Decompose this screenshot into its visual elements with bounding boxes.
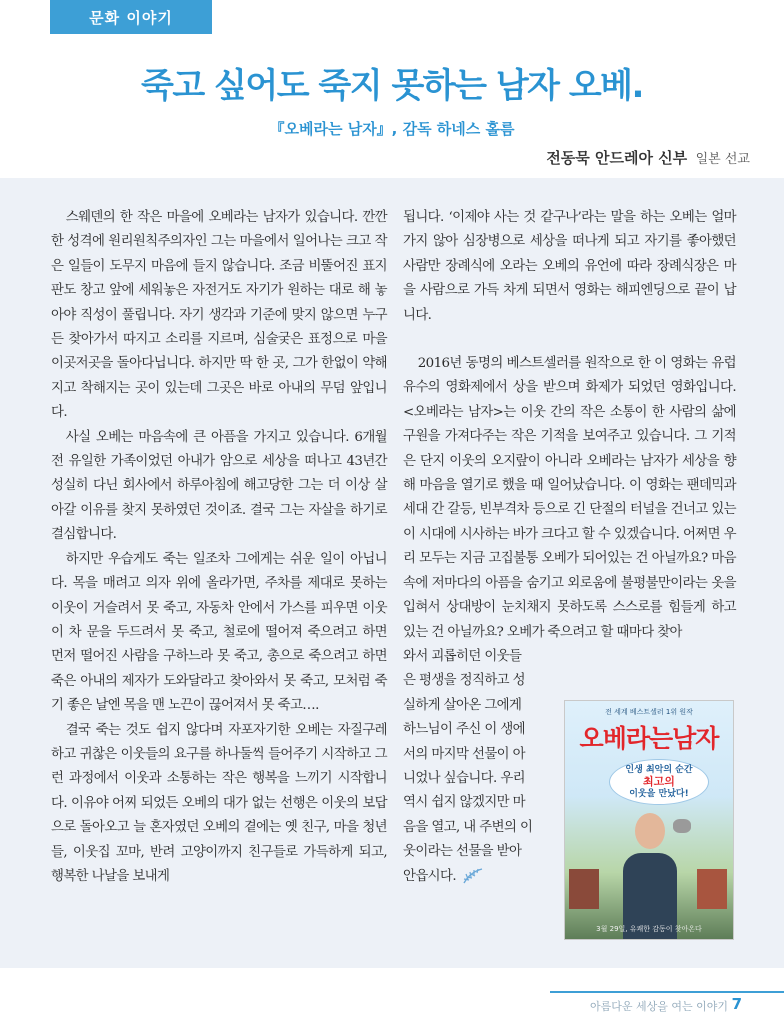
leaf-ornament-icon [462, 868, 484, 884]
closing-text: 안읍시다. [403, 868, 456, 884]
author-role: 일본 선교 [695, 152, 750, 167]
poster-top-caption: 전 세계 베스트셀러 1위 원작 [605, 708, 693, 716]
poster-tagline [609, 764, 709, 800]
text-line: 하느님이 주신 이 생에 [403, 722, 525, 738]
movie-poster [564, 700, 734, 940]
footer-magazine-name: 아름다운 세상을 여는 이야기 [589, 1000, 728, 1013]
poster-house [569, 869, 599, 909]
text-line [403, 865, 549, 889]
article-title: 죽고 싶어도 죽지 못하는 남자 오베. [141, 66, 643, 106]
poster-tagline-line: 인생 최악의 순간 [625, 765, 693, 775]
poster-tagline-line: 이웃을 만났다! [629, 789, 689, 799]
left-column [51, 206, 387, 889]
author-byline [546, 147, 750, 168]
page-number: 7 [731, 995, 742, 1013]
text-line: 음을 열고, 내 주변의 이 [403, 819, 533, 835]
text-line: 실하게 살아온 그에게 [403, 697, 522, 713]
text-line: 웃이라는 선물을 받아 [403, 844, 522, 860]
poster-bottom-caption: 3월 29일, 유쾌한 감동이 찾아온다 [596, 925, 702, 933]
text-line: 역시 쉽지 않겠지만 마 [403, 795, 525, 811]
paragraph: 스웨덴의 한 작은 마을에 오베라는 남자가 있습니다. 깐깐한 성격에 원리원칙주의자인 그는 마을에서 일어나는 크고 작은 일들이 도무지 마음에 들지 않습니다. 조금 비뚤어진 표지판도 창고 앞에 세워놓은 자전거도 자기가 원하는 대로 해 놓아야 직성이 풀립니다. 자기 생각과 기준에 맞지 않으면 누구든 찾아가서 따지고 소리를 지르며, 심술궂은 표정으로 마을 이곳저곳을 돌아다닙니다. 하지만 딱 한 곳, 그가 한없이 약해지고 착해지는 곳이 있는데 그곳은 바로 아내의 무덤 앞입니다. [51, 210, 387, 421]
poster-cat [673, 819, 691, 833]
poster-house [697, 869, 727, 909]
text-line: 서의 마지막 선물이 아 [403, 746, 525, 762]
wrapped-paragraph [403, 645, 549, 889]
paragraph: 됩니다. ‘이제야 사는 것 같구나’라는 말을 하는 오베는 얼마 가지 않아 심장병으로 세상을 떠나게 되고 자기를 좋아했던 사람만 장례식에 오라는 오베의 유언에 따라 장례식장은 마을 사람으로 가득 차게 되면서 영화는 해피엔딩으로 끝이 납니다. [403, 210, 736, 323]
poster-title: 오베라는남자 [579, 724, 719, 753]
text-line: 은 평생을 정직하고 성 [403, 673, 525, 689]
text-line: 니었나 싶습니다. 우리 [403, 770, 525, 786]
paragraph: 하지만 우습게도 죽는 일조차 그에게는 쉬운 일이 아닙니다. 목을 매려고 의자 위에 올라가면, 주차를 제대로 못하는 이웃이 거슬려서 못 죽고, 자동차 안에서 가스를 피우면 이웃이 차 문을 두드려서 못 죽고, 철로에 떨어져 죽으려고 하면 먼저 떨어진 사람을 구하느라 못 죽고, 총으로 죽으려고 하면 죽은 아내의 제자가 도와달라고 찾아와서 못 죽고, 모처럼 죽기 좋은 날엔 목을 맨 노끈이 끊어져서 못 죽고…. [51, 551, 387, 714]
text-line: 와서 괴롭히던 이웃들 [403, 648, 522, 664]
paragraph: 사실 오베는 마음속에 큰 아픔을 가지고 있습니다. 6개월 전 유일한 가족이었던 아내가 암으로 세상을 떠나고 43년간 성실히 다닌 회사에서 하루아침에 해고당한 그는 더 이상 살아갈 이유를 찾지 못하였던 것이죠. 결국 그는 자살을 하기로 결심합니다. [51, 429, 387, 543]
footer-rule [550, 991, 784, 993]
author-name: 전동묵 안드레아 신부 [546, 149, 688, 167]
poster-tagline-line: 최고의 [643, 775, 675, 788]
poster-man-head [635, 813, 665, 849]
article-subtitle: 『오베라는 남자』, 감독 하네스 홀름 [269, 120, 515, 138]
paragraph: 결국 죽는 것도 쉽지 않다며 자포자기한 오베는 자질구레하고 귀찮은 이웃들의 요구를 하나둘씩 들어주기 시작하고 그런 과정에서 이웃과 소통하는 작은 행복을 느끼기 시작합니다. 이유야 어찌 되었든 오베의 대가 없는 선행은 이웃의 보답으로 돌아오고 늘 혼자였던 오베의 곁에는 옛 친구, 마을 청년들, 이웃집 꼬마, 반려 고양이까지 친구들로 가득하게 되고, 행복한 나날을 보내게 [51, 722, 387, 884]
section-tag: 문화 이야기 [50, 0, 212, 34]
paragraph: 2016년 동명의 베스트셀러를 원작으로 한 이 영화는 유럽 유수의 영화제에서 상을 받으며 화제가 되었던 영화입니다. <오베라는 남자>는 이웃 간의 작은 소통이 한 사람의 삶에 구원을 가져다주는 작은 기적을 보여주고 있습니다. 그 기적은 단지 이웃의 오지랖이 아니라 오베라는 남자가 세상을 향해 마음을 열기로 했을 때 일어났습니다. 이 영화는 팬데믹과 세대 간 갈등, 빈부격차 등으로 긴 단절의 터널을 건너고 있는 이 시대에 시사하는 바가 크다고 할 수 있겠습니다. 어쩌면 우리 모두는 지금 고집불통 오베가 되어있는 건 아닐까요? 마음속에 저마다의 아픔을 숨기고 외로움에 불평불만이라는 옷을 입혀서 상대방이 눈치채지 못하도록 스스로를 힘들게 하고 있는 건 아닐까요? 오베가 죽으려고 할 때마다 찾아 [403, 356, 736, 640]
